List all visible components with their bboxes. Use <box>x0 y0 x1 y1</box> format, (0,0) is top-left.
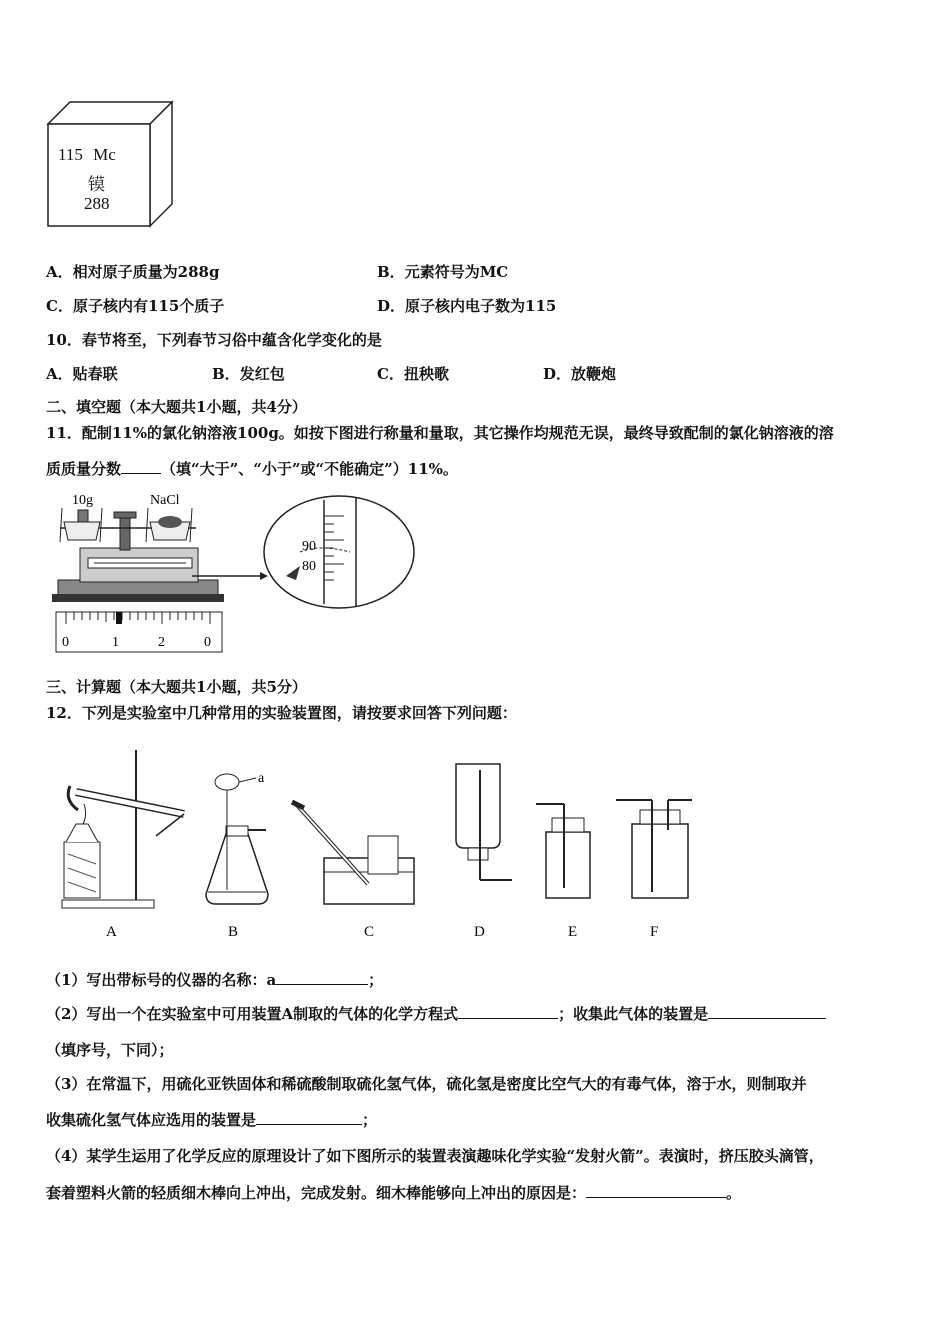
q10-option-d: D．放鞭炮 <box>543 365 617 383</box>
balance-and-cylinder-drawing <box>50 488 420 656</box>
section3-title: 三、计算题（本大题共1小题，共5分） <box>46 678 307 696</box>
q11-line2: 质质量分数 （填“大于”、“小于”或“不能确定”）11%。 <box>46 460 458 478</box>
q12-part3-line2: 收集硫化氢气体应选用的装置是 ； <box>46 1111 378 1129</box>
q12-part2-blank-collector[interactable] <box>708 1004 826 1019</box>
q12-part2-cont: （填序号，下同）； <box>46 1041 174 1059</box>
marker-a: a <box>258 771 265 786</box>
q12-part1-blank[interactable] <box>276 970 368 985</box>
q11-figure <box>50 488 420 656</box>
q12-part4-line2: 套着塑料火箭的轻质细木棒向上冲出，完成发射。细木棒能够向上冲出的原因是： 。 <box>46 1184 742 1202</box>
salt-label: NaCl <box>150 493 180 508</box>
q12-part1: （1）写出带标号的仪器的名称：a ； <box>46 971 384 989</box>
ruler-tick-2: 2 <box>158 635 165 650</box>
q10-option-a: A．贴春联 <box>46 365 118 383</box>
q10-stem: 10．春节将至，下列春节习俗中蕴含化学变化的是 <box>46 331 382 349</box>
q11-answer-blank[interactable] <box>121 459 161 474</box>
cylinder-mark-90: 90 <box>302 539 316 554</box>
apparatus-drawing <box>56 744 696 940</box>
element-symbol: Mc <box>93 145 116 164</box>
q12-part4-line1: （4）某学生运用了化学反应的原理设计了如下图所示的装置表演趣味化学实验“发射火箭”。表演时，挤压胶头滴管， <box>46 1147 824 1165</box>
apparatus-label-e: E <box>568 924 578 940</box>
apparatus-label-c: C <box>364 924 375 940</box>
q10-option-b: B．发红包 <box>212 365 285 383</box>
apparatus-label-f: F <box>650 924 659 940</box>
q10-option-c: C．扭秧歌 <box>377 365 449 383</box>
q12-part2: （2）写出一个在实验室中可用装置A制取的气体的化学方程式 ；收集此气体的装置是 <box>46 1004 826 1024</box>
element-number: 115 <box>58 145 83 164</box>
ruler-tick-0: 0 <box>62 635 69 650</box>
q12-part4-blank[interactable] <box>586 1183 726 1198</box>
element-mass: 288 <box>84 194 110 213</box>
cylinder-mark-80: 80 <box>302 559 316 574</box>
element-cube-figure <box>44 98 176 230</box>
q9-option-c: C．原子核内有115个质子 <box>46 297 225 315</box>
q9-option-b: B．元素符号为MC <box>377 263 509 281</box>
q11-line1: 11．配制11%的氯化钠溶液100g。如按下图进行称量和量取，其它操作均规范无误，最终导致配制的氯化钠溶液的溶 <box>46 424 834 442</box>
q12-stem: 12．下列是实验室中几种常用的实验装置图，请按要求回答下列问题： <box>46 704 517 722</box>
apparatus-label-b: B <box>228 924 239 940</box>
q12-part2-blank-equation[interactable] <box>458 1004 558 1019</box>
q12-part3-line1: （3）在常温下，用硫化亚铁固体和稀硫酸制取硫化氢气体，硫化氢是密度比空气大的有毒气体，溶于水，则制取并 <box>46 1075 807 1093</box>
ruler-tick-3: 0 <box>204 635 211 650</box>
apparatus-label-a: A <box>106 924 117 940</box>
q12-part3-blank[interactable] <box>256 1110 362 1125</box>
weight-label: 10g <box>72 493 93 508</box>
q9-option-d: D．原子核内电子数为115 <box>377 297 557 315</box>
element-number-symbol <box>58 145 116 165</box>
q9-option-a: A．相对原子质量为288g <box>46 263 220 281</box>
element-name: 镆 <box>88 175 105 195</box>
q12-apparatus-figure <box>56 744 696 940</box>
section2-title: 二、填空题（本大题共1小题，共4分） <box>46 398 307 416</box>
apparatus-label-d: D <box>474 924 485 940</box>
ruler-tick-1: 1 <box>112 635 119 650</box>
